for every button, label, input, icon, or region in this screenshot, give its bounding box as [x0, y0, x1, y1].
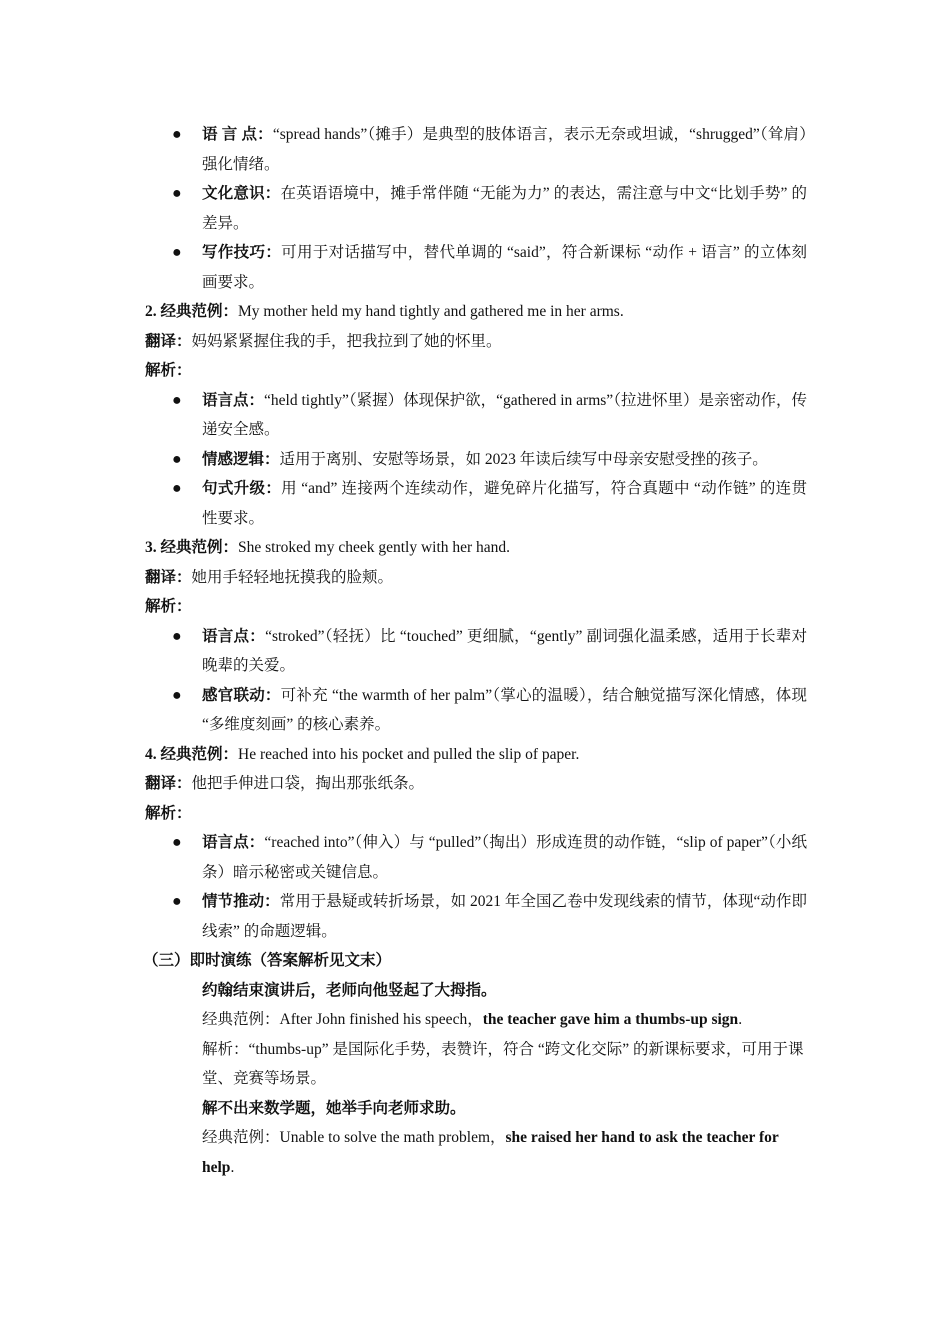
- analysis-label: 解析：: [202, 1040, 249, 1058]
- list-item: [145, 474, 807, 533]
- bullet-text: 适用于离别、安慰等场景，如 2023 年读后续写中母亲安慰受挫的孩子。: [279, 450, 768, 468]
- example-label: 2. 经典范例：: [145, 303, 239, 320]
- bullet-label: 语言点：: [202, 627, 266, 645]
- practice-example-1: [145, 1005, 807, 1035]
- example-sentence: He reached into his pocket and pulled the slip of paper.: [238, 745, 580, 763]
- bullet-text: “stroked”（轻抚）比 “touched” 更细腻，“gently” 副词强化温柔感，适用于长辈对晚辈的关爱。: [202, 627, 807, 674]
- bullet-icon: ●: [172, 686, 182, 704]
- example-plain-text: Unable to solve the math problem，: [279, 1129, 506, 1146]
- bullet-label: 感官联动：: [202, 686, 281, 704]
- bullet-label: 语言点：: [202, 834, 265, 851]
- example-end: .: [738, 1011, 743, 1028]
- bullet-text: 在英语语境中，摊手常伴随 “无能为力” 的表达，需注意与中文“比划手势” 的差异。: [202, 185, 807, 232]
- example3-analysis-label: 解析：: [145, 598, 192, 615]
- example-bold-text: the teacher gave him a thumbs-up sign: [482, 1011, 739, 1028]
- example-end: .: [230, 1158, 235, 1176]
- bullet-icon: ●: [172, 126, 182, 143]
- example3-analysis-list: [145, 622, 807, 740]
- list-item: [145, 238, 807, 297]
- bullet-text: “spread hands”（摊手）是典型的肢体语言，表示无奈或坦诚，“shrugged”（耸肩）强化情绪。: [202, 126, 807, 173]
- bullet-icon: ●: [172, 893, 182, 910]
- translation-label: 翻译：: [145, 775, 192, 792]
- list-item: [145, 887, 807, 946]
- example4-analysis-label: 解析：: [145, 804, 192, 822]
- bullet-icon: ●: [172, 244, 182, 261]
- bullet-icon: ●: [172, 627, 182, 645]
- example3-heading: [145, 533, 807, 563]
- bullet-icon: ●: [172, 450, 182, 468]
- example2-analysis-label: 解析：: [145, 362, 192, 379]
- bullet-icon: ●: [172, 185, 182, 202]
- analysis-text: “thumbs-up” 是国际化手势，表赞许，符合 “跨文化交际” 的新课标要求，可用于课堂、竞赛等场景。: [202, 1040, 804, 1087]
- list-item: [145, 120, 807, 179]
- bullet-text: 用 “and” 连接两个连续动作，避免碎片化描写，符合真题中 “动作链” 的连贯性要求。: [202, 480, 807, 527]
- example4-heading: [145, 740, 807, 770]
- list-item: [145, 386, 807, 445]
- example2-translation: [145, 327, 807, 357]
- practice-question-2: 解不出来数学题，她举手向老师求助。: [202, 1099, 466, 1117]
- bullet-label: 语 言 点：: [202, 126, 273, 143]
- example-label: 4. 经典范例：: [145, 745, 239, 763]
- practice-analysis-1: [145, 1035, 807, 1094]
- bullet-label: 句式升级：: [202, 480, 282, 497]
- document-content: [145, 120, 807, 1182]
- practice-heading: （三）即时演练（答案解析见文末）: [143, 952, 392, 969]
- bullet-text: 常用于悬疑或转折场景，如 2021 年全国乙卷中发现线索的情节，体现“动作即线索” 的命题逻辑。: [202, 893, 807, 940]
- bullet-text: 可用于对话描写中，替代单调的 “said”，符合新课标 “动作 + 语言” 的立体刻画要求。: [202, 244, 807, 291]
- translation-label: 翻译：: [145, 332, 192, 350]
- example2-analysis-list: [145, 386, 807, 534]
- list-item: [145, 828, 807, 887]
- example4-analysis-list: [145, 828, 807, 946]
- list-item: [145, 681, 807, 740]
- bullet-label: 情节推动：: [202, 893, 280, 910]
- bullet-label: 情感逻辑：: [202, 450, 280, 468]
- example-sentence: My mother held my hand tightly and gathered me in her arms.: [238, 303, 624, 320]
- example-plain-text: After John finished his speech，: [279, 1011, 483, 1028]
- list-item: [145, 179, 807, 238]
- bullet-text: 可补充 “the warmth of her palm”（掌心的温暖），结合触觉描写深化情感，体现 “多维度刻画” 的核心素养。: [202, 686, 807, 733]
- example-sentence: She stroked my cheek gently with her hand.: [238, 539, 511, 556]
- list-item: [145, 445, 807, 475]
- translation-text: 妈妈紧紧握住我的手，把我拉到了她的怀里。: [191, 332, 502, 350]
- example3-translation: [145, 563, 807, 593]
- practice-example-2: [145, 1123, 807, 1182]
- bullet-label: 语言点：: [202, 391, 265, 409]
- bullet-icon: ●: [172, 480, 182, 497]
- bullet-label: 文化意识：: [202, 185, 281, 202]
- bullet-icon: ●: [172, 391, 182, 409]
- translation-text: 他把手伸进口袋，掏出那张纸条。: [191, 775, 425, 792]
- bullet-text: “reached into”（伸入）与 “pulled”（掏出）形成连贯的动作链，“slip of paper”（小纸条）暗示秘密或关键信息。: [202, 834, 807, 881]
- bullet-text: “held tightly”（紧握）体现保护欲，“gathered in arms”（拉进怀里）是亲密动作，传递安全感。: [202, 391, 807, 438]
- example2-heading: [145, 297, 807, 327]
- bullet-label: 写作技巧：: [202, 244, 282, 261]
- example-label: 经典范例：: [202, 1129, 280, 1146]
- example1-analysis-list: [145, 120, 807, 297]
- example-label: 经典范例：: [202, 1011, 280, 1028]
- bullet-icon: ●: [172, 834, 182, 851]
- list-item: [145, 622, 807, 681]
- translation-text: 她用手轻轻地抚摸我的脸颊。: [191, 568, 394, 586]
- translation-label: 翻译：: [145, 568, 192, 586]
- example-label: 3. 经典范例：: [145, 539, 239, 556]
- practice-question-1: 约翰结束演讲后，老师向他竖起了大拇指。: [202, 981, 497, 999]
- example-bold-text: she raised her hand to ask the teacher for help: [202, 1129, 779, 1176]
- example4-translation: [145, 769, 807, 799]
